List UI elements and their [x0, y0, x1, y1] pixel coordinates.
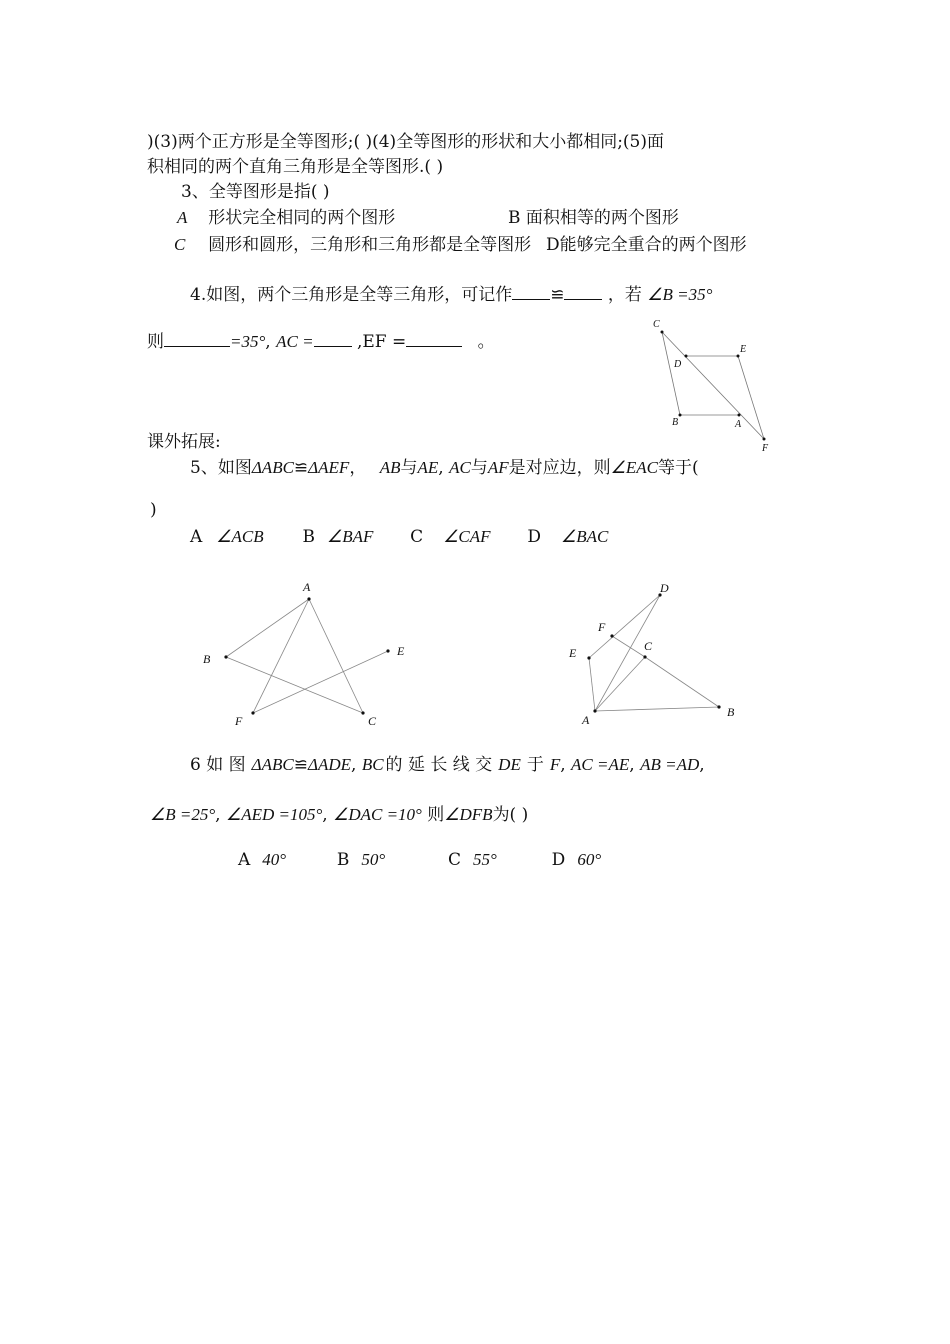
q6-option-c[interactable]: [448, 850, 497, 870]
q5-option-b[interactable]: [302, 527, 373, 547]
q5-line1: [190, 453, 699, 478]
q5-ae: AE: [417, 458, 439, 477]
q5-right-point-f: [610, 634, 613, 637]
q5-cong: ≌: [293, 458, 309, 478]
q4-line1: [190, 280, 712, 305]
q6-angle-b: ∠B =25°: [150, 805, 216, 824]
q5-right-label-d: D: [660, 581, 669, 595]
q5-right-label-a: A: [582, 713, 590, 727]
q5-option-d-value: ∠BAC: [561, 527, 609, 546]
q5-right-label-f: F: [598, 620, 606, 634]
q6-option-c-value: 55°: [473, 850, 497, 869]
q4-label-f: F: [762, 443, 769, 454]
q3-option-d-text: D能够完全重合的两个图形: [545, 235, 747, 255]
q6-option-a-letter: A: [238, 850, 251, 870]
q6-option-a[interactable]: [238, 850, 286, 870]
q4-line2: [147, 327, 495, 352]
q3-option-c-text: 圆形和圆形，三角形和三角形都是全等图形: [208, 235, 532, 255]
q6-tri2: ΔADE: [307, 755, 351, 774]
q4-ef: ,EF =: [356, 332, 407, 352]
q2-line2: 积相同的两个直角三角形是全等图形.( ): [147, 157, 444, 177]
q4-label-c: C: [653, 319, 660, 330]
q4-point-a: [738, 414, 741, 417]
q6-de: DE: [498, 755, 521, 774]
q5-option-a-letter: A: [190, 527, 203, 547]
q5-right-point-e: [587, 656, 590, 659]
q5-option-a-value: ∠ACB: [216, 527, 264, 546]
q5-star-point-b: [224, 655, 227, 658]
q5-prefix: 5、如图: [190, 458, 252, 478]
q4-ac: AC =: [276, 332, 314, 351]
q5-right-point-a: [593, 709, 596, 712]
q5-option-b-letter: B: [302, 527, 315, 547]
q6-f: F: [549, 755, 561, 774]
q6-eq1: AC =AE: [571, 755, 630, 774]
q4-then: 则: [147, 332, 164, 352]
q3-option-b: B 面积相等的两个图形: [508, 208, 679, 228]
q6-ask-angle: ∠DFB: [444, 805, 493, 824]
q6-tri1: ΔABC: [251, 755, 294, 774]
q5-angle: ∠EAC: [610, 458, 658, 477]
q6-option-b[interactable]: [337, 850, 385, 870]
q6-c3: ,: [629, 755, 635, 775]
q5-option-c[interactable]: [410, 527, 490, 547]
q4-point-f: [763, 438, 766, 441]
q4-point-b: [679, 414, 682, 417]
extension-title: 课外拓展:: [147, 432, 221, 452]
q5-c1: ,: [438, 458, 444, 478]
q6-eq2: AB =AD: [640, 755, 700, 774]
q5-tail2: 等于(: [657, 458, 699, 478]
q6-option-d-value: 60°: [577, 850, 602, 869]
q5-star-label-b: B: [203, 652, 211, 666]
q4-sep: ,: [265, 332, 271, 352]
q5-yu1: 与: [400, 458, 418, 478]
q4-blank-4[interactable]: [314, 332, 352, 347]
q5-close: ): [150, 500, 157, 520]
q5-right-label-b: B: [727, 705, 735, 719]
q4-label-b: B: [672, 417, 679, 428]
q4-label-e: E: [740, 344, 747, 355]
q6-ask-post: 为( ): [492, 805, 529, 825]
q5-star-label-c: C: [368, 714, 377, 728]
q6-option-d-letter: D: [551, 850, 566, 870]
q5-option-c-value: ∠CAF: [443, 527, 491, 546]
q4-figure: [640, 315, 780, 455]
q5-star-figure: [195, 575, 425, 735]
q6-c5: ,: [215, 805, 221, 825]
q4-point-d: [685, 355, 688, 358]
q4-label-d: D: [674, 359, 682, 370]
q5-star-point-a: [307, 597, 310, 600]
q4-blank-5[interactable]: [406, 332, 462, 347]
q6-mid: 的 延 长 线 交: [385, 755, 493, 775]
q4-congruent-symbol: ≌: [550, 285, 565, 305]
q3-option-c-letter: C: [174, 235, 186, 254]
q6-ask-pre: 则: [427, 805, 445, 825]
q6-prefix: 6 如 图: [190, 755, 246, 775]
q5-option-d-letter: D: [527, 527, 541, 547]
q6-c1: ,: [351, 755, 357, 775]
q5-star-label-a: A: [303, 580, 311, 594]
q6-options: [238, 850, 601, 870]
q5-option-d[interactable]: [527, 527, 608, 547]
q5-star-label-f: F: [235, 714, 243, 728]
q4-blank-1[interactable]: [512, 285, 550, 300]
q6-line1: [190, 750, 705, 775]
q4-end: 。: [477, 332, 495, 352]
q6-c4: ,: [699, 755, 705, 775]
q5-star-point-c: [361, 711, 364, 714]
q6-yu: 于: [526, 755, 544, 775]
q6-option-d[interactable]: [552, 850, 601, 870]
q5-right-point-b: [717, 705, 720, 708]
q6-angle-dac: ∠DAC =10°: [333, 805, 422, 824]
q2-line1: )(3)两个正方形是全等图形;( )(4)全等图形的形状和大小都相同;(5)面: [147, 132, 664, 152]
q5-tail: 是对应边，则: [508, 458, 611, 478]
q3-stem: 3、全等图形是指( ): [181, 182, 330, 202]
q3-option-a-text: 形状完全相同的两个图形: [208, 208, 396, 228]
q5-right-label-c: C: [644, 639, 653, 653]
q4-label-a: A: [735, 419, 742, 430]
q3-option-a-letter: A: [177, 208, 188, 227]
q6-angle-aed: ∠AED =105°: [225, 805, 323, 824]
q5-option-b-value: ∠BAF: [326, 527, 374, 546]
q5-yu2: 与: [470, 458, 488, 478]
q4-blank-2[interactable]: [564, 285, 602, 300]
q5-right-label-e: E: [569, 646, 577, 660]
q5-af: AF: [487, 458, 509, 477]
q6-bc: BC: [361, 755, 384, 774]
q5-tri2: ΔAEF: [308, 458, 350, 477]
q6-option-b-value: 50°: [361, 850, 386, 869]
q4-point-c: [661, 331, 664, 334]
q5-right-point-c: [643, 655, 646, 658]
q4-prefix: 4.如图，两个三角形是全等三角形，可记作: [190, 285, 513, 305]
q5-star-point-f: [251, 711, 254, 714]
q5-right-figure: [560, 578, 750, 738]
q5-options: [190, 527, 608, 547]
q5-ab: AB: [379, 458, 401, 477]
q4-if: ，若: [607, 285, 642, 305]
q5-option-c-letter: C: [410, 527, 424, 547]
q5-option-a[interactable]: [190, 527, 264, 547]
q4-blank-3[interactable]: [164, 332, 230, 347]
q5-tri1: ΔABC: [251, 458, 294, 477]
q6-option-b-letter: B: [336, 850, 350, 870]
q6-c2: ,: [560, 755, 566, 775]
q5-star-point-e: [386, 649, 389, 652]
q5-mid1: ，: [349, 458, 367, 478]
q6-option-a-value: 40°: [262, 850, 287, 869]
q6-c6: ,: [322, 805, 328, 825]
q4-eq35: =35°: [230, 332, 266, 351]
q6-line2: [150, 800, 528, 825]
q6-cong: ≌: [293, 755, 308, 775]
q5-star-label-e: E: [397, 644, 405, 658]
q5-ac: AC: [449, 458, 471, 477]
q6-option-c-letter: C: [448, 850, 462, 870]
q3-option-cd: [174, 230, 747, 255]
q4-condition: ∠B =35°: [647, 285, 713, 304]
q3-option-a: [177, 203, 395, 228]
